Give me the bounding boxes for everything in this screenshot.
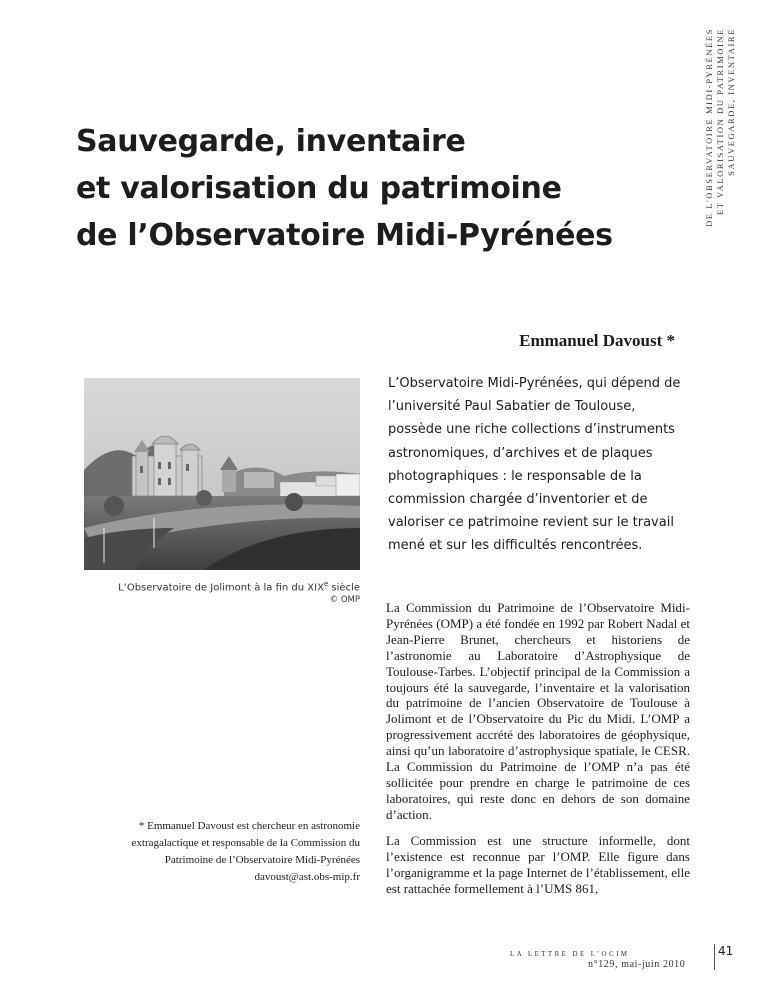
running-head-line-2: ET VALORISATION DU PATRIMOINE [715,28,725,216]
photo-credit: © OMP [329,595,360,606]
running-head-line-3: DE L'OBSERVATOIRE MIDI-PYRÉNÉES [704,28,714,227]
body-paragraph-2: La Commission est une structure informelle, dont l’existence est reconnue par l’OMP. Elle figure dans l’organigramme et la page Internet de l’établissement, elle est rattachée formellement à l’UMS 861, [386,833,690,896]
page-number: 41 [718,944,734,958]
body-paragraph-1: La Commission du Patrimoine de l’Observatoire Midi-Pyrénées (OMP) a été fondée en 1992 par Robert Nadal et Jean-Pierre Brunet, chercheurs et historiens de l’astronomie au Laboratoire d’Astrophysique de Toulouse-Tarbes. L’objectif principal de la Commission a toujours été la sauvegarde, l’inventaire et la valorisation du patrimoine de l’ancien Observatoire de Toulouse à Jolimont et de l’Observatoire du Pic du Midi. L’OMP a progressivement accrété des laboratoires de géophysique, ainsi qu’un laboratoire d’astrophysique spatiale, le CESR. La Commission du Patrimoine de l’OMP n’a pas été sollicitée pour prendre en charge le patrimoine de ces laboratoires, qui reste donc en dehors de son domaine d’action. [386,600,690,822]
page-footer [480,944,740,970]
observatory-photo [84,378,360,570]
caption-superscript: e [323,580,329,588]
observatory-photo-illustration [84,378,360,570]
footer-divider [714,944,715,970]
author-footnote: * Emmanuel Davoust est chercheur en astronomie extragalactique et responsable de la Commission du Patrimoine de l’Observatoire Midi-Pyrénées davoust@ast.obs-mip.fr [131,820,360,883]
caption-main: L’Observatoire de Jolimont à la fin du XIX [118,582,324,594]
issue-info: n°129, mai-juin 2010 [588,959,686,970]
title-line-3: de l’Observatoire Midi-Pyrénées [76,218,613,253]
author-byline: Emmanuel Davoust * [519,331,675,350]
title-line-2: et valorisation du patrimoine [76,171,562,206]
journal-name: LA LETTRE DE L’OCIM [510,950,630,958]
side-running-head [690,28,750,228]
photo-caption [84,578,360,607]
article-title [76,118,636,259]
photo-caption-text [84,578,360,594]
title-line-1: Sauvegarde, inventaire [76,124,466,159]
lead-paragraph: L’Observatoire Midi-Pyrénées, qui dépend de l’université Paul Sabatier de Toulouse, possède une riche collections d’instruments astronomiques, d’archives et de plaques photographiques : le responsable de la commission chargée d’inventorier et de valoriser ce patrimoine revient sur le travail mené et sur les difficultés rencontrées. [388,376,681,554]
running-head-line-1: SAUVEGARDE, INVENTAIRE [726,28,736,176]
caption-end: siècle [328,582,360,594]
